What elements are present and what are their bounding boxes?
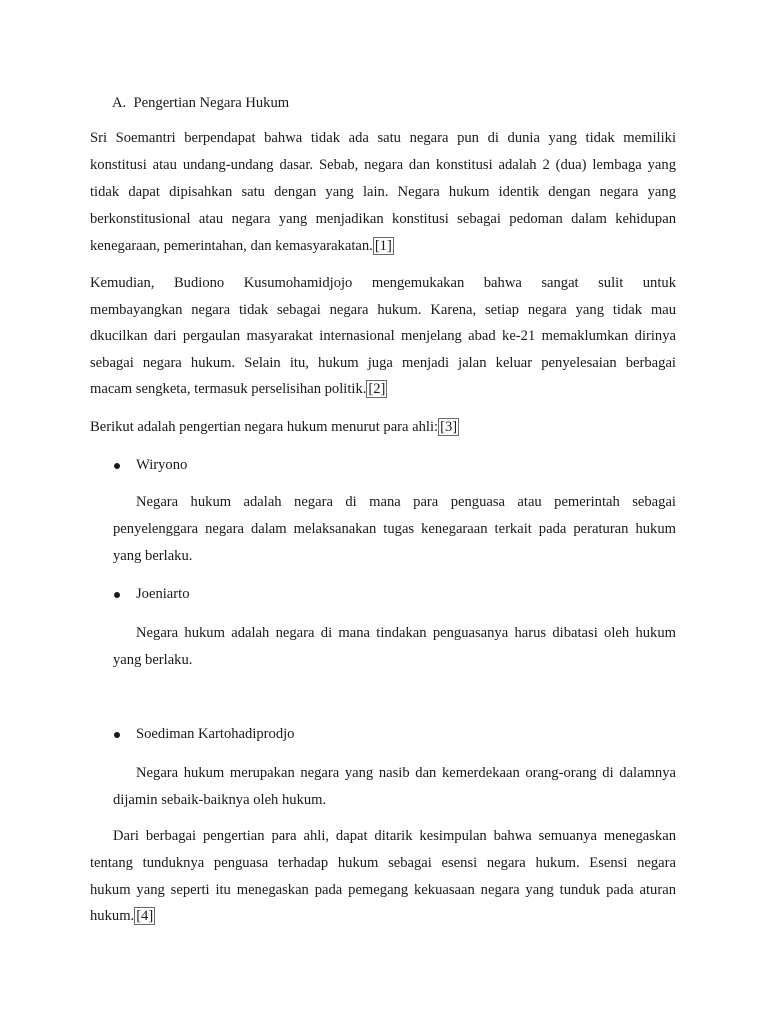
- expert-definition-line: dijamin sebaik-baiknya oleh hukum.: [113, 792, 327, 808]
- expert-definition-line: Negara hukum merupakan negara yang nasib dan kemerdekaan orang-orang di dalamnya: [136, 765, 676, 781]
- paragraph-line: dkucilkan dari pergaulan masyarakat internasional menjelang abad ke-21 memaklumkan dirinya: [90, 328, 676, 344]
- paragraph-line: tentang tunduknya penguasa terhadap hukum sebagai esensi negara hukum. Esensi negara: [90, 855, 676, 871]
- expert-name: Soediman Kartohadiprodjo: [136, 726, 295, 742]
- paragraph-line: Sri Soemantri berpendapat bahwa tidak ada satu negara pun di dunia yang tidak memiliki: [90, 130, 676, 146]
- paragraph-line: hukum yang seperti itu menegaskan pada pemegang kekuasaan negara yang tunduk pada aturan: [90, 882, 676, 898]
- paragraph-line: Dari berbagai pengertian para ahli, dapat ditarik kesimpulan bahwa semuanya menegaskan: [113, 828, 676, 844]
- footnote-link-3[interactable]: [3]: [440, 419, 458, 435]
- intro-text: Berikut adalah pengertian negara hukum menurut para ahli:: [90, 419, 439, 435]
- paragraph-line: tidak dapat dipisahkan satu dengan yang lain. Negara hukum identik dengan negara yang: [90, 184, 676, 200]
- paragraph-last-line: [90, 908, 155, 925]
- paragraph-line: konstitusi atau undang-undang dasar. Sebab, negara dan konstitusi adalah 2 (dua) lembaga yang: [90, 157, 676, 173]
- expert-definition-line: yang berlaku.: [113, 548, 193, 564]
- expert-definition-line: Negara hukum adalah negara di mana para penguasa atau pemerintah sebagai: [136, 494, 676, 510]
- paragraph-last-line: [90, 381, 387, 398]
- expert-name: Joeniarto: [136, 586, 190, 602]
- paragraph-line: sebagai negara hukum. Selain itu, hukum juga menjadi jalan keluar penyelesaian berbagai: [90, 355, 676, 371]
- bullet-icon: [114, 592, 120, 598]
- bullet-icon: [114, 732, 120, 738]
- expert-definition-line: penyelenggara negara dalam melaksanakan tugas kenegaraan terkait pada peraturan hukum: [113, 521, 676, 537]
- paragraph-last-line: [90, 238, 394, 255]
- footnote-link-4[interactable]: [4]: [136, 908, 154, 924]
- paragraph-line: kenegaraan, pemerintahan, dan kemasyarakatan.: [90, 238, 373, 254]
- expert-definition-line: Negara hukum adalah negara di mana tindakan penguasanya harus dibatasi oleh hukum: [136, 625, 676, 641]
- paragraph-line: Kemudian, Budiono Kusumohamidjojo mengemukakan bahwa sangat sulit untuk: [90, 275, 676, 291]
- experts-intro: [90, 419, 459, 436]
- section-heading: [112, 95, 289, 112]
- bullet-icon: [114, 463, 120, 469]
- paragraph-line: membayangkan negara tidak sebagai negara hukum. Karena, setiap negara yang tidak mau: [90, 302, 676, 318]
- expert-definition-line: yang berlaku.: [113, 652, 193, 668]
- heading-text: Pengertian Negara Hukum: [133, 95, 290, 111]
- footnote-link-1[interactable]: [1]: [374, 238, 392, 254]
- footnote-link-2[interactable]: [2]: [368, 381, 386, 397]
- paragraph-line: hukum.: [90, 908, 135, 924]
- heading-marker: A.: [112, 95, 127, 111]
- paragraph-line: macam sengketa, termasuk perselisihan politik.: [90, 381, 367, 397]
- expert-name: Wiryono: [136, 457, 188, 473]
- paragraph-line: berkonstitusional atau negara yang menjadikan konstitusi sebagai pedoman dalam kehidupan: [90, 211, 676, 227]
